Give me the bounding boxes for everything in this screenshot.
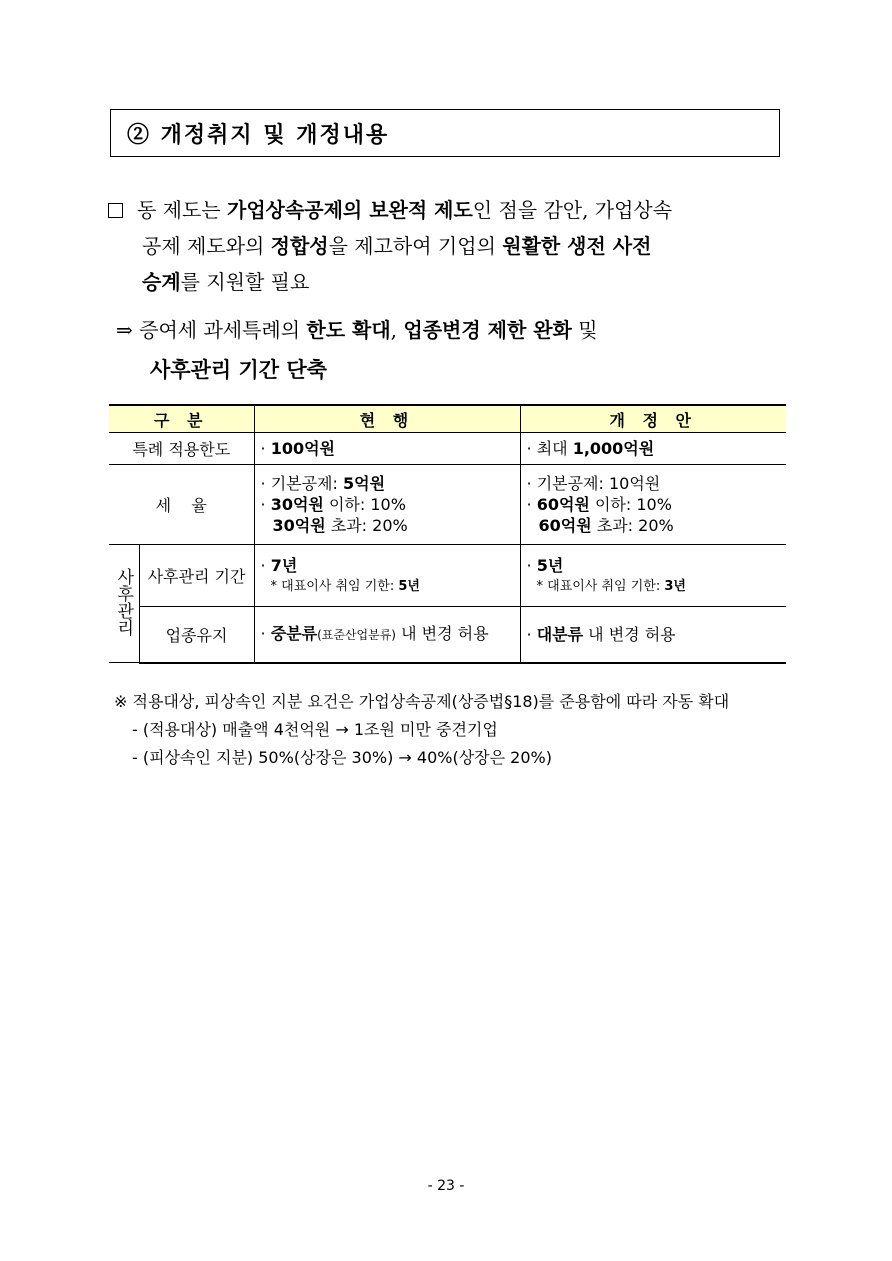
page-number: - 23 - bbox=[427, 1178, 465, 1194]
table-row: 세 율 · 기본공제: 5억원 · 30억원 이하: 10% 30억원 초과: 20% · 기본공제: 10억원 · 60억원 이하: 10% 60억원 초과: 20% bbox=[109, 465, 786, 545]
implies-arrow-icon: ⇒ bbox=[116, 318, 133, 342]
group-label: 사후관리 bbox=[109, 545, 139, 663]
note-sub-1: - (적용대상) 매출액 4천억원 → 1조원 미만 중견기업 bbox=[132, 720, 498, 739]
footnotes bbox=[114, 688, 729, 772]
section-title: ② 개정취지 및 개정내용 bbox=[110, 109, 780, 157]
table-row: 사후관리 사후관리 기간 · 7년 * 대표이사 취임 기한: 5년 · 5년 * 대표이사 취임 기한: 3년 bbox=[109, 545, 786, 607]
row-label: 세 율 bbox=[109, 465, 254, 545]
conclusion-paragraph: ⇒ 증여세 과세특례의 한도 확대, 업종변경 제한 완화 및 사후관리 기간 단축 bbox=[116, 318, 598, 382]
table-row: 업종유지 · 중분류(표준산업분류) 내 변경 허용 · 대분류 내 변경 허용 bbox=[109, 607, 786, 663]
table-row: 특례 적용한도 · 100억원 · 최대 1,000억원 bbox=[109, 433, 786, 465]
header-current: 현 행 bbox=[254, 405, 520, 433]
note-sub-2: - (피상속인 지분) 50%(상장은 30%) → 40%(상장은 20%) bbox=[132, 748, 552, 767]
row-label: 특례 적용한도 bbox=[109, 433, 254, 465]
comparison-table bbox=[109, 404, 786, 664]
table-header-row bbox=[109, 405, 786, 433]
header-category: 구 분 bbox=[109, 405, 254, 433]
row-label: 사후관리 기간 bbox=[139, 545, 254, 607]
header-proposal: 개 정 안 bbox=[520, 405, 786, 433]
purpose-paragraph: 동 제도는 가업상속공제의 보완적 제도인 점을 감안, 가업상속 공제 제도와의 정합성을 제고하여 기업의 원활한 생전 사전 승계를 지원할 필요 bbox=[108, 192, 788, 300]
checkbox-square-icon bbox=[108, 203, 123, 218]
note-main: ※ 적용대상, 피상속인 지분 요건은 가업상속공제(상증법§18)를 준용함에 따라 자동 확대 bbox=[114, 692, 730, 711]
row-label: 업종유지 bbox=[139, 607, 254, 663]
